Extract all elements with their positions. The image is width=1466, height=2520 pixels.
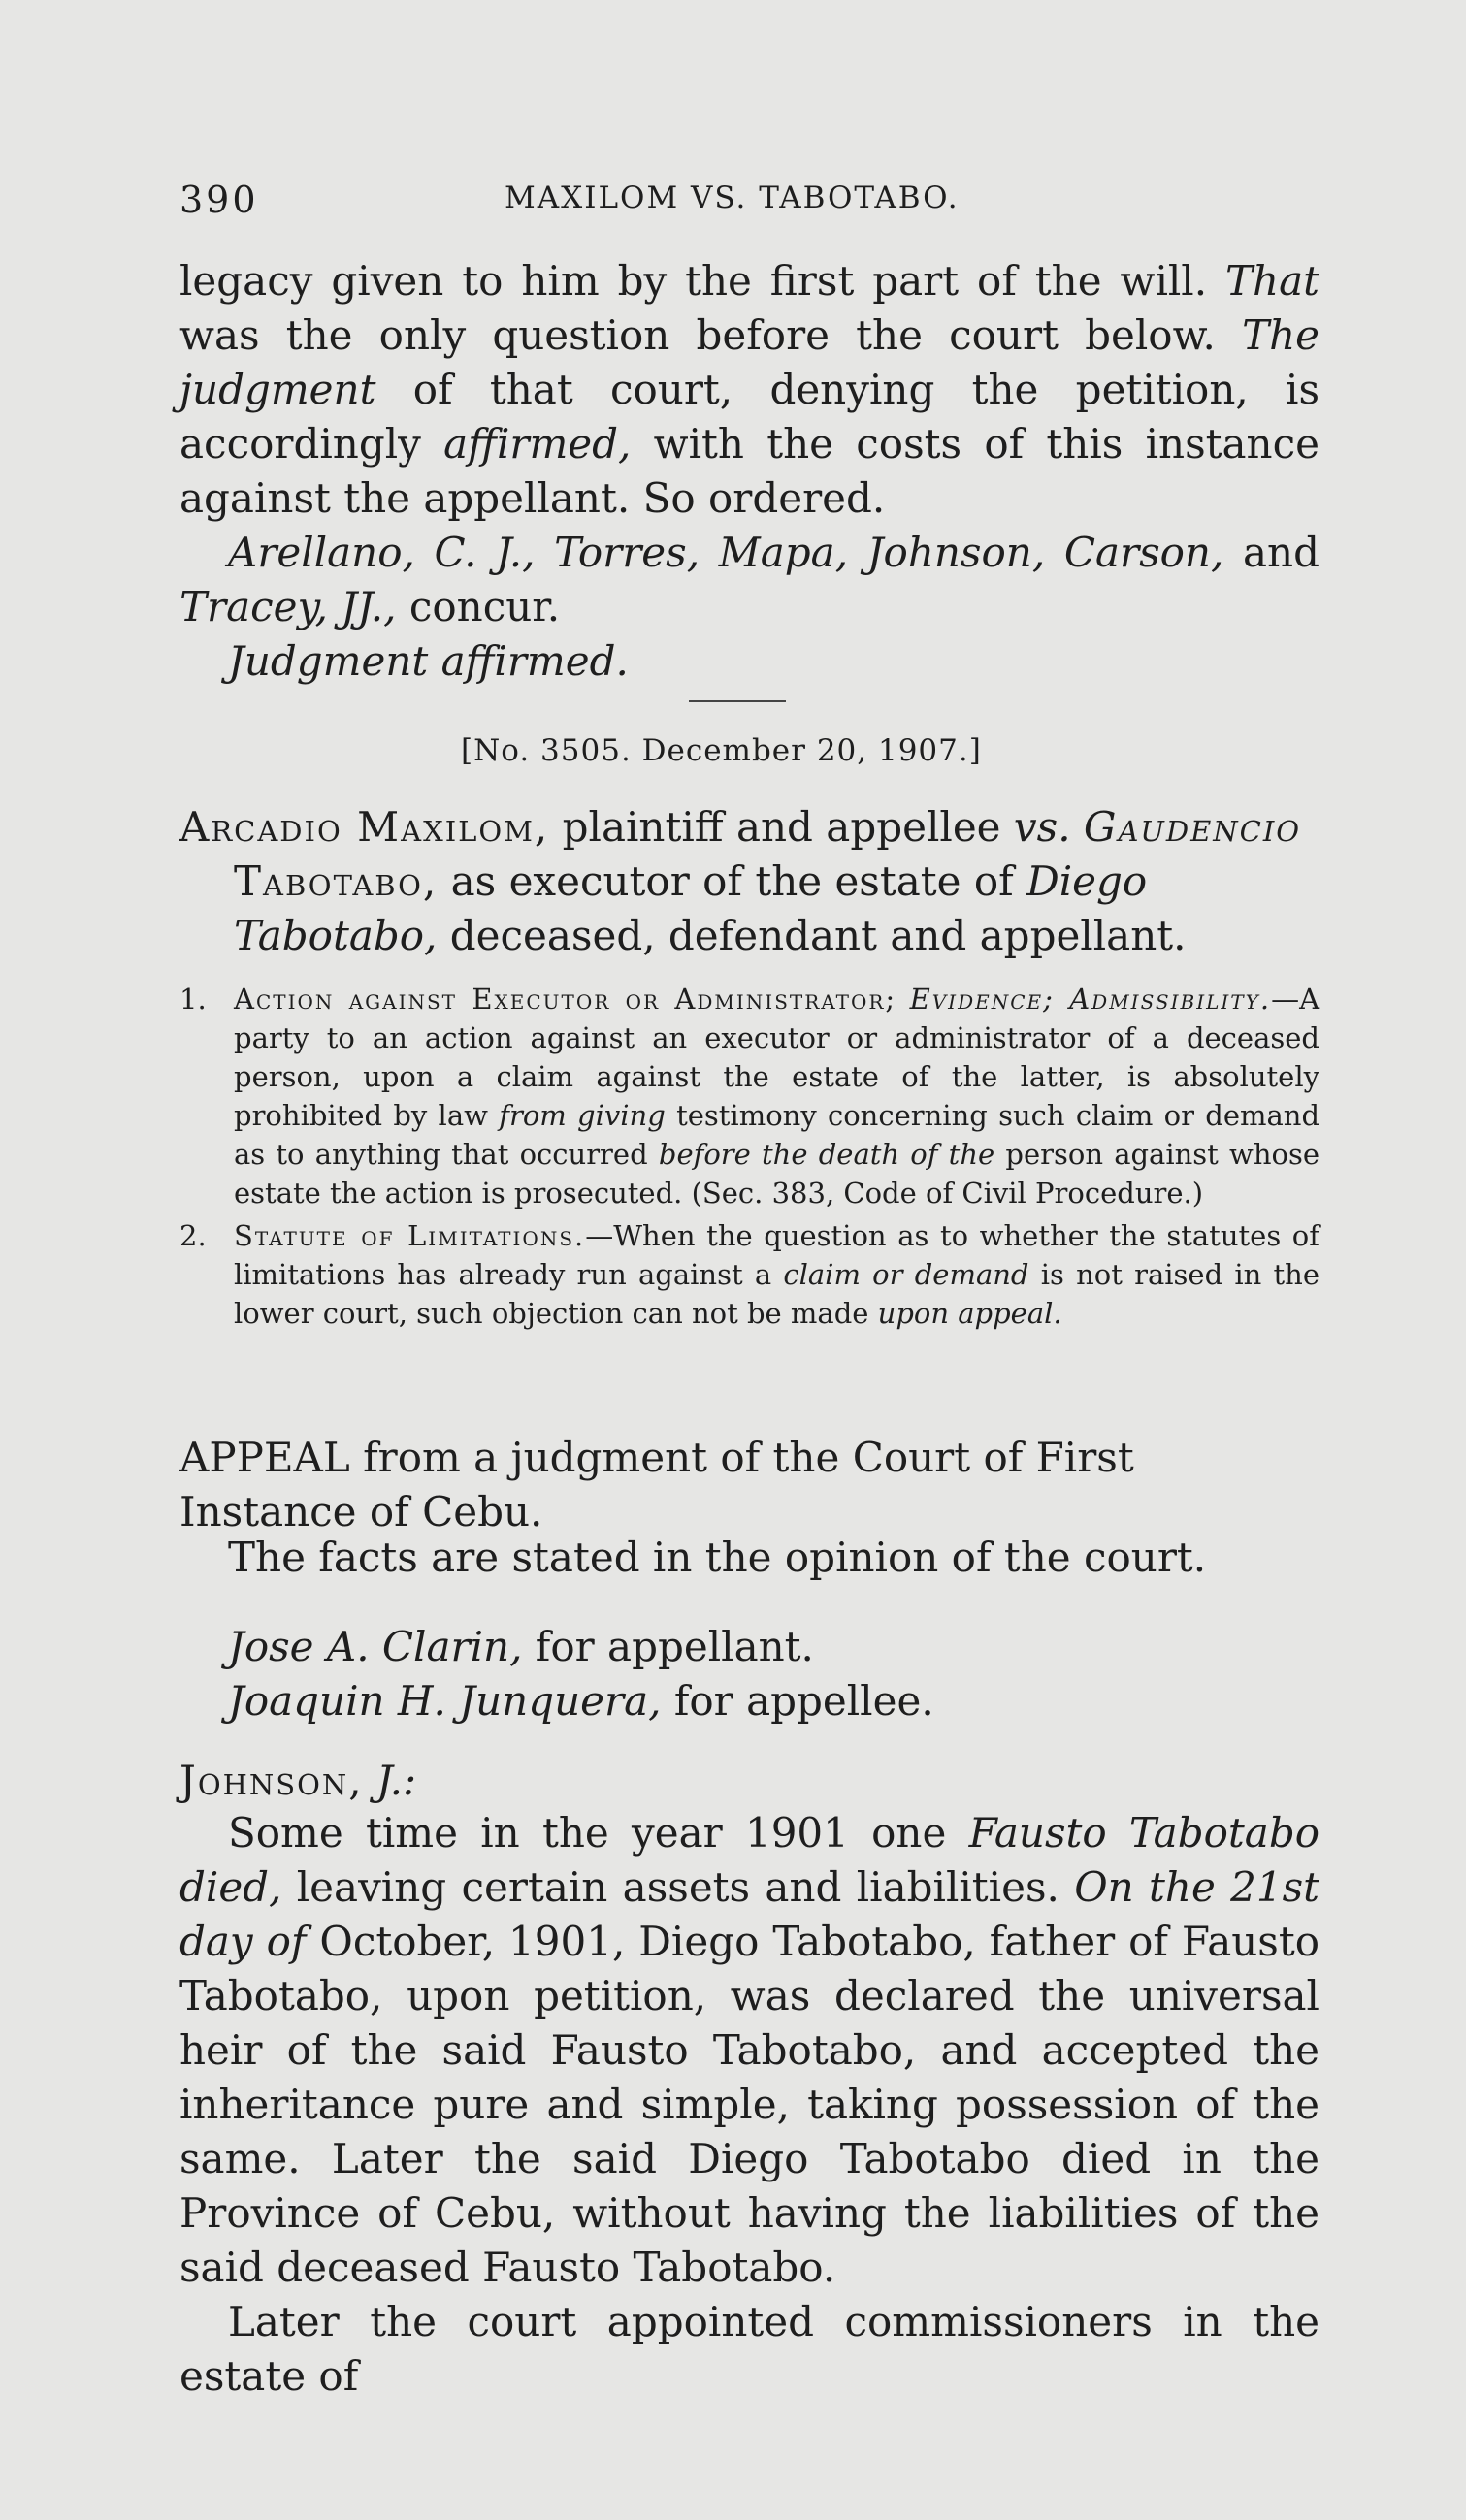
counsel-appellee: Joaquin H. Junquera, for appellee. <box>228 1677 934 1725</box>
section-divider <box>689 700 786 702</box>
running-title: MAXILOM VS. TABOTABO. <box>505 180 960 215</box>
running-head <box>179 173 1319 231</box>
prior-paragraph: legacy given to him by the first part of the will. That was the only question before the court below. The judgment of that court, denying the petition, is accordingly affirmed, with the costs of this instance against the appellant. So ordered. <box>179 257 1319 522</box>
case-title: Arcadio Maxilom, plaintiff and appellee vs. Gaudencio Tabotabo, as executor of the estate of Diego Tabotabo, deceased, defendant and appellant. <box>179 803 1302 959</box>
counsel-list <box>179 1620 1368 1728</box>
appeal-text: from a judgment of the Court of First Instance of Cebu. <box>179 1434 1134 1535</box>
concurrence: Arellano, C. J., Torres, Mapa, Johnson, Carson, and Tracey, JJ., concur. <box>179 529 1319 630</box>
appeal-line <box>179 1431 1319 1539</box>
plaintiff-name: Arcadio Maxilom, <box>179 803 550 851</box>
syllabus <box>179 980 1319 1337</box>
judgment-line: Judgment affirmed. <box>228 637 629 685</box>
page-number: 390 <box>179 178 259 221</box>
opinion-text <box>179 1806 1319 2404</box>
decedent-name: Diego Tabotabo, <box>234 857 1148 959</box>
defendant-role-2: deceased, defendant and appellant. <box>449 912 1187 959</box>
prior-case-ending <box>179 254 1319 689</box>
opinion-paragraph: Later the court appointed commissioners in the estate of <box>179 2298 1319 2400</box>
syllabus-item: 1. Action against Executor or Administrator; Evidence; Admissibility.—A party to an action against an executor or administrator of a deceased person, upon a claim against the estate of the latter, is absolutely prohibited by law from giving testimony concerning such claim or demand as to anything that occurred before the death of the person against whose estate the action is prosecuted. (Sec. 383, Code of Civil Procedure.) <box>179 983 1320 1210</box>
appeal-word: APPEAL <box>179 1434 350 1481</box>
opinion-author: Johnson, J.: <box>179 1757 417 1804</box>
syllabus-item: 2. Statute of Limitations.—When the question as to whether the statutes of limitations has already run against a claim or demand is not raised in the lower court, such objection can not be made upon appeal. <box>179 1219 1320 1330</box>
defendant-role: as executor of the estate of <box>450 857 1014 905</box>
facts-statement: The facts are stated in the opinion of the court. <box>228 1534 1207 1581</box>
case-number: [No. 3505. December 20, 1907.] <box>461 733 982 768</box>
counsel-appellant: Jose A. Clarin, for appellant. <box>228 1623 814 1670</box>
defendant-first-name: Gaudencio <box>1083 803 1302 851</box>
plaintiff-role: plaintiff and appellee <box>562 803 1001 851</box>
opinion-paragraph: Some time in the year 1901 one Fausto Tabotabo died, leaving certain assets and liabilities. On the 21st day of October, 1901, Diego Tabotabo, father of Fausto Tabotabo, upon petition, was declared the universal heir of the said Fausto Tabotabo, and accepted the inheritance pure and simple, taking possession of the same. Later the said Diego Tabotabo died in the Province of Cebu, without having the liabilities of the said deceased Fausto Tabotabo. <box>179 1809 1319 2291</box>
versus: vs. <box>1013 803 1071 851</box>
